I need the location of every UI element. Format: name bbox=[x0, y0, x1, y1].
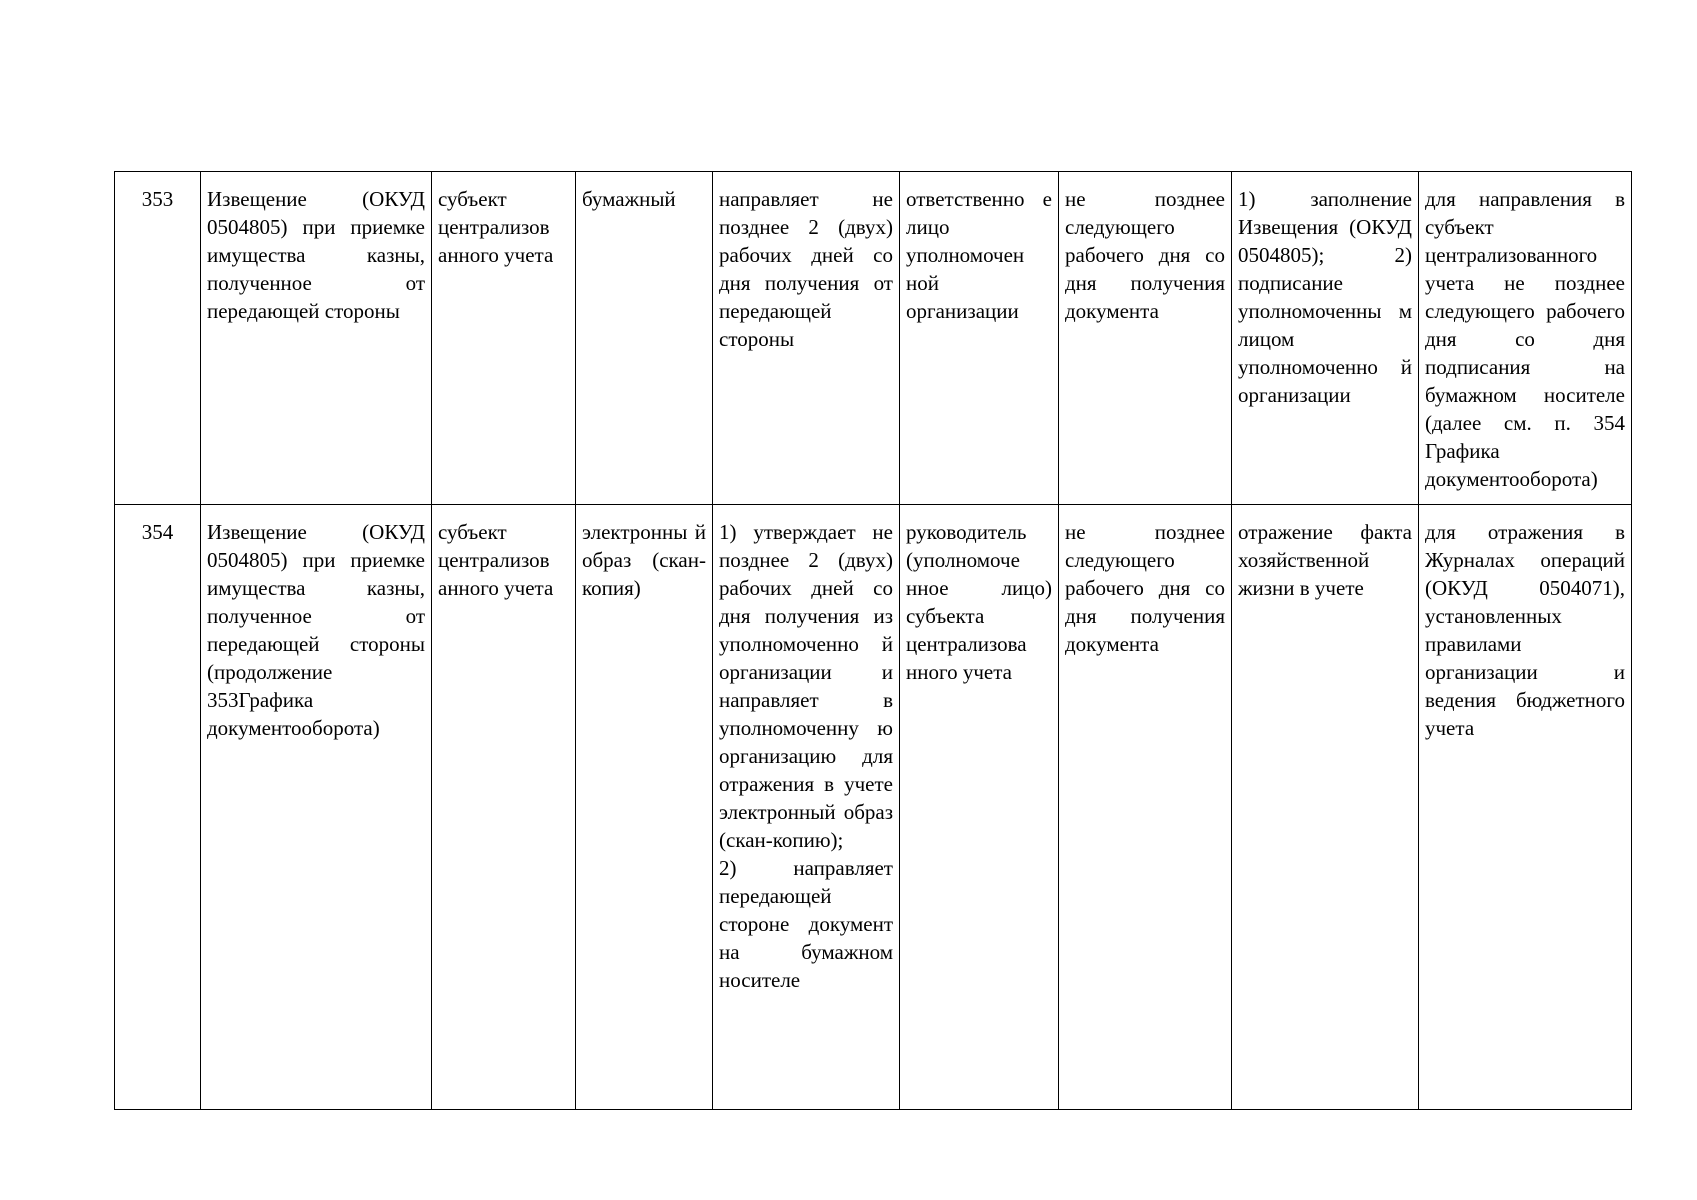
operation-cell bbox=[1232, 505, 1419, 1110]
document-name: Извещение (ОКУД 0504805) при приемке имущества казны, полученное от передающей стороны (продолжение 353Графика документооборота) bbox=[207, 520, 425, 740]
row-number: 353 bbox=[141, 187, 174, 211]
document-flow-table bbox=[114, 171, 1632, 1110]
table-row bbox=[115, 172, 1632, 505]
creator-cell bbox=[432, 172, 576, 505]
document-name: Извещение (ОКУД 0504805) при приемке имущества казны, полученное от передающей стороны bbox=[207, 187, 425, 323]
responsible-cell bbox=[900, 505, 1059, 1110]
purpose-cell bbox=[1419, 505, 1632, 1110]
purpose-cell bbox=[1419, 172, 1632, 505]
form-cell bbox=[576, 505, 713, 1110]
action-text: 1) утверждает не позднее 2 (двух) рабочих дней со дня получения из уполномоченно й организации и направляет в уполномоченну ю организацию для отражения в учете электронный образ (скан-копию); 2) направляет передающей стороне документ на бумажном носителе bbox=[719, 520, 893, 992]
deadline-text: не позднее следующего рабочего дня со дня получения документа bbox=[1065, 520, 1225, 656]
action-cell bbox=[713, 505, 900, 1110]
row-number-cell bbox=[115, 505, 201, 1110]
action-text: направляет не позднее 2 (двух) рабочих дней со дня получения от передающей стороны bbox=[719, 187, 893, 351]
table-row bbox=[115, 505, 1632, 1110]
operation-cell bbox=[1232, 172, 1419, 505]
row-number-cell bbox=[115, 172, 201, 505]
responsible-person: ответственно е лицо уполномочен ной организации bbox=[906, 187, 1052, 323]
creator-cell bbox=[432, 505, 576, 1110]
creator: субъект централизов анного учета bbox=[438, 187, 554, 267]
responsible-person: руководитель (уполномоче нное лицо) субъекта централизова нного учета bbox=[906, 520, 1052, 684]
row-number: 354 bbox=[141, 520, 174, 544]
action-cell bbox=[713, 172, 900, 505]
responsible-cell bbox=[900, 172, 1059, 505]
deadline-text: не позднее следующего рабочего дня со дня получения документа bbox=[1065, 187, 1225, 323]
operation-text: отражение факта хозяйственной жизни в учете bbox=[1238, 520, 1412, 600]
document-name-cell bbox=[201, 172, 432, 505]
document-form: бумажный bbox=[582, 187, 676, 211]
purpose-text: для направления в субъект централизованного учета не позднее следующего рабочего дня со дня подписания на бумажном носителе (далее см. п. 354 Графика документооборота) bbox=[1425, 187, 1625, 491]
creator: субъект централизов анного учета bbox=[438, 520, 554, 600]
form-cell bbox=[576, 172, 713, 505]
purpose-text: для отражения в Журналах операций (ОКУД 0504071), установленных правилами организации и ведения бюджетного учета bbox=[1425, 520, 1625, 740]
operation-text: 1) заполнение Извещения (ОКУД 0504805); 2) подписание уполномоченны м лицом уполномоченно й организации bbox=[1238, 187, 1412, 407]
document-name-cell bbox=[201, 505, 432, 1110]
document-form: электронны й образ (скан-копия) bbox=[582, 520, 706, 600]
deadline-cell bbox=[1059, 172, 1232, 505]
deadline-cell bbox=[1059, 505, 1232, 1110]
